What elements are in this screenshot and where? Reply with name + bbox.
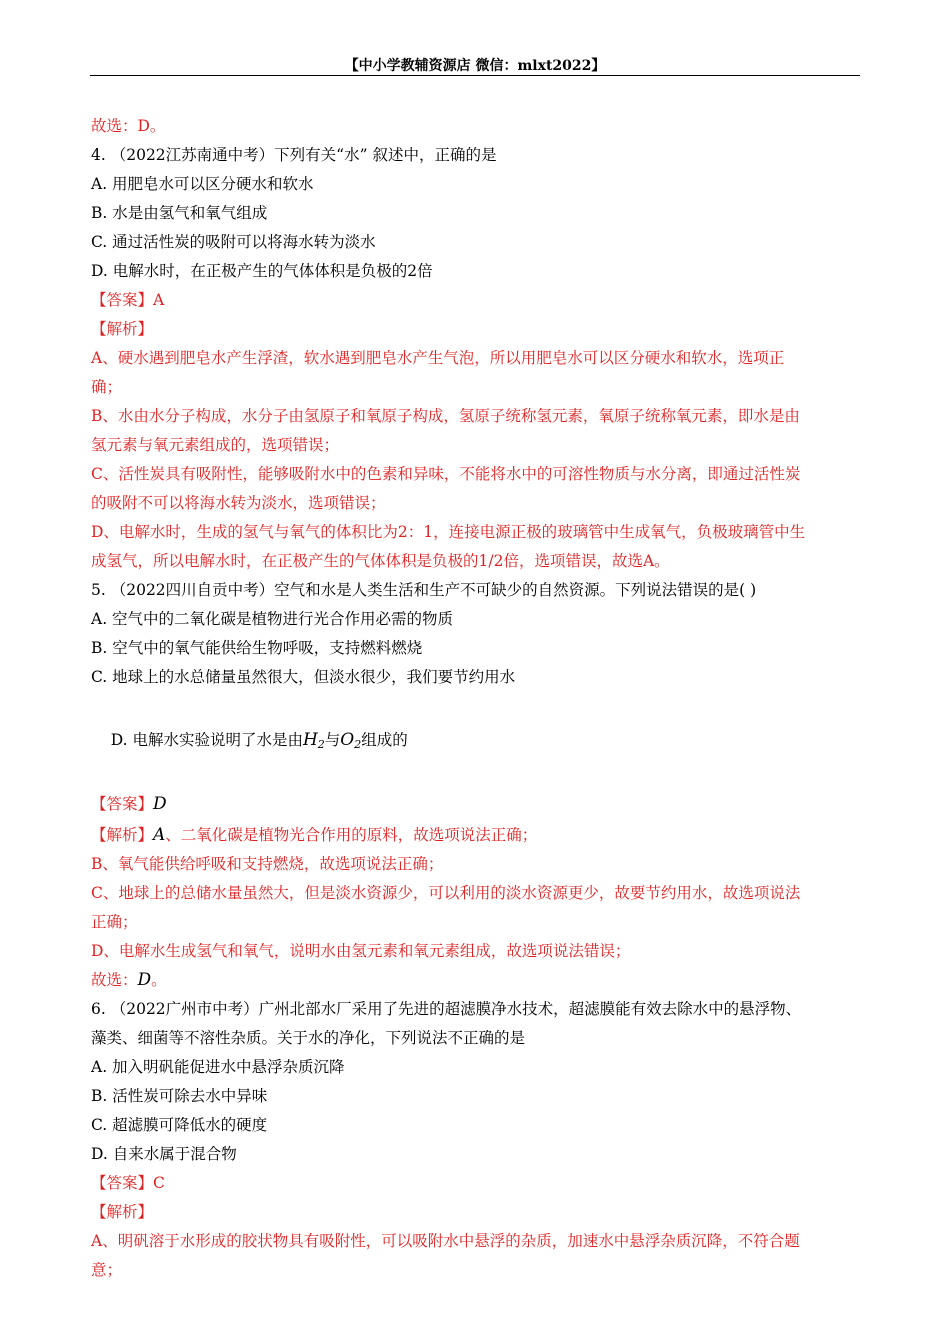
q5-answer-label: 【答案】 — [91, 795, 154, 813]
q6-answer-value: C — [153, 1174, 165, 1192]
q5-select-label: 故选： — [91, 971, 138, 989]
q4-analysis-line: D、电解水时，生成的氢气与氧气的体积比为2：1，连接电源正极的玻璃管中生成氧气，负极玻璃管中生 — [91, 523, 806, 541]
q6-option-d: D. 自来水属于混合物 — [91, 1145, 237, 1163]
q5-analysis-line: 正确； — [91, 913, 138, 931]
q6-answer — [91, 1169, 861, 1198]
q4-answer-label: 【答案】 — [91, 291, 154, 309]
document-body — [91, 112, 861, 1285]
q6-option-a: A. 加入明矾能促进水中悬浮杂质沉降 — [91, 1058, 345, 1076]
q5-select-math: D — [137, 970, 152, 990]
q5-stem: 5. （2022四川自贡中考）空气和水是人类生活和生产不可缺少的自然资源。下列说法错误的是( ) — [91, 581, 757, 599]
q6-answer-label: 【答案】 — [91, 1174, 154, 1192]
q5-option-d-text: D. 电解水实验说明了水是由 — [110, 731, 303, 749]
q5-analysis-line: C、地球上的总储水量虽然大，但是淡水资源少，可以利用的淡水资源更少，故要节约用水，故选项说法 — [91, 884, 801, 902]
q6-analysis-line: A、明矾溶于水形成的胶状物具有吸附性，可以吸附水中悬浮的杂质，加速水中悬浮杂质沉降，不符合题 — [91, 1232, 800, 1250]
q5-option-d-tail: 组成的 — [361, 731, 408, 749]
q6-analysis-line: 意； — [91, 1261, 123, 1279]
q4-analysis-line: 确； — [91, 378, 123, 396]
q5-answer — [91, 788, 861, 820]
q5-option-c: C. 地球上的水总储量虽然很大，但淡水很少，我们要节约用水 — [91, 668, 516, 686]
q4-analysis-line: B、水由水分子构成，水分子由氢原子和氧原子构成，氢原子统称氢元素，氧原子统称氧元素，即水是由 — [91, 407, 800, 425]
q4-analysis-line: C、活性炭具有吸附性，能够吸附水中的色素和异味，不能将水中的可溶性物质与水分离，即通过活性炭 — [91, 465, 801, 483]
q4-option-a: A. 用肥皂水可以区分硬水和软水 — [91, 175, 314, 193]
q6-stem-line: 藻类、细菌等不溶性杂质。关于水的净化，下列说法不正确的是 — [91, 1029, 526, 1047]
q5-option-d — [91, 692, 861, 788]
q6-analysis-label: 【解析】 — [91, 1203, 154, 1221]
q6-stem-line: 6. （2022广州市中考）广州北部水厂采用了先进的超滤膜净水技术，超滤膜能有效去除水中的悬浮物、 — [91, 1000, 802, 1018]
q5-analysis-first — [91, 820, 861, 850]
q4-answer-value: A — [153, 291, 165, 309]
q4-analysis-line: 成氢气，所以电解水时，在正极产生的气体体积是负极的1/2倍，选项错误，故选A。 — [91, 552, 670, 570]
q5-analysis-math-a: A — [153, 825, 166, 845]
q5-analysis-line: B、氧气能供给呼吸和支持燃烧，故选项说法正确； — [91, 855, 444, 873]
q4-answer — [91, 286, 861, 315]
formula-h2: $H_2$ — [302, 730, 325, 751]
q4-analysis-label: 【解析】 — [91, 320, 154, 338]
page-header: 【中小学教辅资源店 微信：mlxt2022】 — [344, 58, 606, 74]
q6-option-b: B. 活性炭可除去水中异味 — [91, 1087, 268, 1105]
q5-answer-value: D — [153, 794, 167, 814]
q5-option-d-and: 与 — [324, 731, 341, 749]
q4-analysis-line: 的吸附不可以将海水转为淡水，选项错误； — [91, 494, 386, 512]
q5-option-a: A. 空气中的二氧化碳是植物进行光合作用必需的物质 — [91, 610, 454, 628]
q4-analysis-line: 氢元素与氧元素组成的，选项错误； — [91, 436, 340, 454]
header-divider — [90, 75, 860, 76]
q4-analysis-line: A、硬水遇到肥皂水产生浮渣，软水遇到肥皂水产生气泡，所以用肥皂水可以区分硬水和软水，选项正 — [91, 349, 785, 367]
q4-option-c: C. 通过活性炭的吸附可以将海水转为淡水 — [91, 233, 376, 251]
q5-select-line — [91, 966, 861, 995]
q4-option-d: D. 电解水时，在正极产生的气体体积是负极的2倍 — [91, 262, 433, 280]
q4-stem: 4. （2022江苏南通中考）下列有关“水” 叙述中，正确的是 — [91, 146, 497, 164]
q5-option-b: B. 空气中的氧气能供给生物呼吸，支持燃料燃烧 — [91, 639, 423, 657]
q4-option-b: B. 水是由氢气和氧气组成 — [91, 204, 268, 222]
q5-analysis-label: 【解析】 — [91, 826, 154, 844]
q5-select-end: 。 — [151, 971, 167, 989]
q3-select-line: 故选：D。 — [91, 117, 166, 135]
q5-analysis-text: 、二氧化碳是植物光合作用的原料，故选项说法正确； — [165, 826, 538, 844]
q6-option-c: C. 超滤膜可降低水的硬度 — [91, 1116, 268, 1134]
formula-o2: $O_2$ — [340, 730, 362, 751]
q5-analysis-line: D、电解水生成氢气和氧气，说明水由氢元素和氧元素组成，故选项说法错误； — [91, 942, 631, 960]
